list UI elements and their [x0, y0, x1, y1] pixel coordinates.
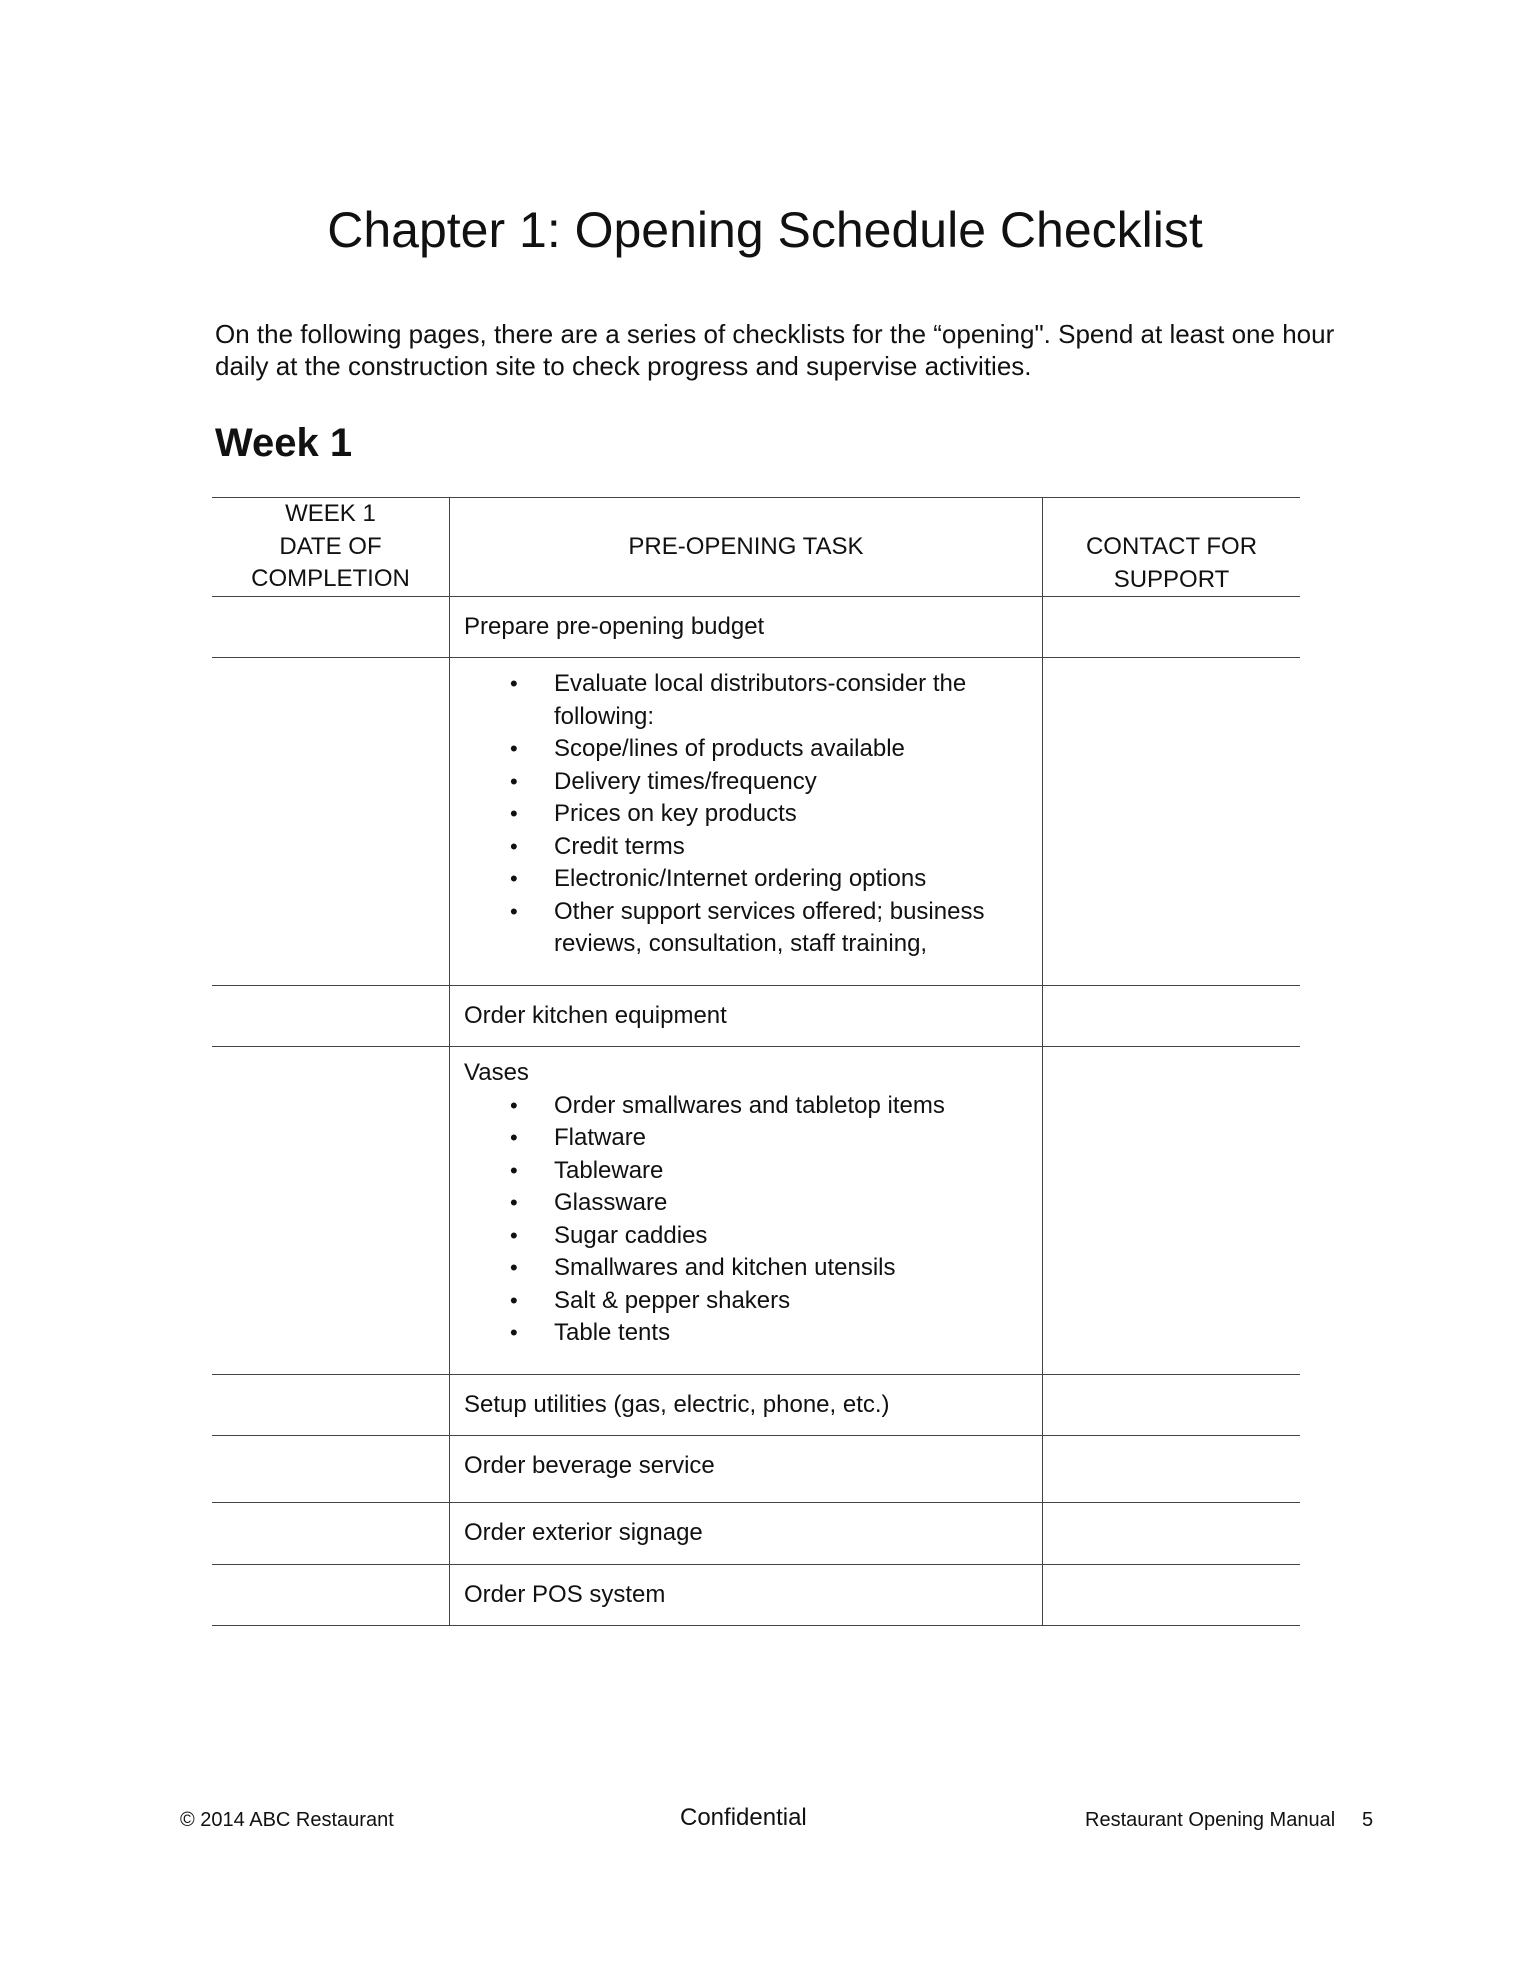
list-item: • Sugar caddies: [464, 1220, 1042, 1253]
header-date-line: DATE OF: [279, 532, 382, 560]
date-cell: [212, 1565, 450, 1626]
contact-cell: [1043, 986, 1301, 1047]
task-text: Setup utilities (gas, electric, phone, etc.): [464, 1391, 890, 1418]
date-cell: [212, 597, 450, 658]
list-item: • Smallwares and kitchen utensils: [464, 1252, 1042, 1285]
task-cell: [450, 1436, 1043, 1503]
list-item: • Table tents: [464, 1317, 1042, 1350]
footer-confidential: Confidential: [680, 1804, 807, 1831]
date-cell: [212, 1375, 450, 1436]
table-row: [212, 1565, 1300, 1626]
list-item: • Order smallwares and tabletop items: [464, 1090, 1042, 1123]
header-contact-for-support: [1043, 498, 1301, 597]
smallwares-bullet-list: [464, 1090, 1042, 1350]
header-pre-opening-task: PRE-OPENING TASK: [450, 498, 1043, 597]
list-item: • Flatware: [464, 1122, 1042, 1155]
section-heading-week-1: Week 1: [215, 421, 353, 465]
table-row: [212, 1375, 1300, 1436]
task-cell: [450, 1047, 1043, 1375]
contact-cell: [1043, 1047, 1301, 1375]
list-item: • Delivery times/frequency: [464, 766, 1042, 799]
intro-paragraph: On the following pages, there are a series of checklists for the “opening". Spend at least one hour daily at the construction site to check progress and supervise activities.: [215, 319, 1335, 381]
table-row: [212, 1503, 1300, 1565]
contact-cell: [1043, 1503, 1301, 1565]
task-cell: [450, 1565, 1043, 1626]
date-cell: [212, 1047, 450, 1375]
table-row: [212, 658, 1300, 986]
task-text: Order beverage service: [464, 1452, 715, 1479]
contact-cell: [1043, 1565, 1301, 1626]
page-title: Chapter 1: Opening Schedule Checklist: [327, 202, 1203, 258]
task-text: Order kitchen equipment: [464, 1002, 727, 1029]
list-item: • Glassware: [464, 1187, 1042, 1220]
list-item: • Scope/lines of products available: [464, 733, 1042, 766]
date-cell: [212, 986, 450, 1047]
task-text: Vases: [464, 1059, 529, 1086]
footer-manual-title: Restaurant Opening Manual: [1085, 1809, 1336, 1831]
contact-cell: [1043, 1436, 1301, 1503]
contact-cell: [1043, 1375, 1301, 1436]
date-cell: [212, 658, 450, 986]
list-item: • Credit terms: [464, 831, 1042, 864]
table-row: [212, 597, 1300, 658]
checklist-table: [212, 497, 1300, 1626]
header-date-line: COMPLETION: [251, 565, 410, 592]
task-cell: [450, 597, 1043, 658]
distributor-bullet-list: [464, 668, 1042, 961]
date-cell: [212, 1503, 450, 1565]
header-date-line: WEEK 1: [285, 500, 376, 527]
list-item: • Salt & pepper shakers: [464, 1285, 1042, 1318]
list-item: • Other support services offered; business reviews, consultation, staff training,: [464, 896, 1042, 961]
table-row: [212, 1436, 1300, 1503]
header-date-of-completion: [212, 498, 450, 597]
task-cell: [450, 1503, 1043, 1565]
list-item: • Prices on key products: [464, 798, 1042, 831]
task-cell: [450, 658, 1043, 986]
table-header-row: [212, 498, 1300, 597]
table-row: [212, 986, 1300, 1047]
task-cell: [450, 986, 1043, 1047]
header-contact-line: CONTACT FOR: [1085, 533, 1258, 560]
table-row: [212, 1047, 1300, 1375]
contact-cell: [1043, 597, 1301, 658]
task-text: Order exterior signage: [464, 1519, 703, 1546]
task-cell: [450, 1375, 1043, 1436]
footer-page-number: 5: [1362, 1809, 1374, 1831]
footer-copyright: © 2014 ABC Restaurant: [180, 1809, 394, 1831]
list-item: • Evaluate local distributors-consider the following:: [464, 668, 1042, 733]
task-text: Prepare pre-opening budget: [464, 613, 765, 640]
task-text: Order POS system: [464, 1581, 666, 1608]
list-item: • Tableware: [464, 1155, 1042, 1188]
date-cell: [212, 1436, 450, 1503]
contact-cell: [1043, 658, 1301, 986]
list-item: • Electronic/Internet ordering options: [464, 863, 1042, 896]
header-contact-line: SUPPORT: [1113, 565, 1230, 593]
